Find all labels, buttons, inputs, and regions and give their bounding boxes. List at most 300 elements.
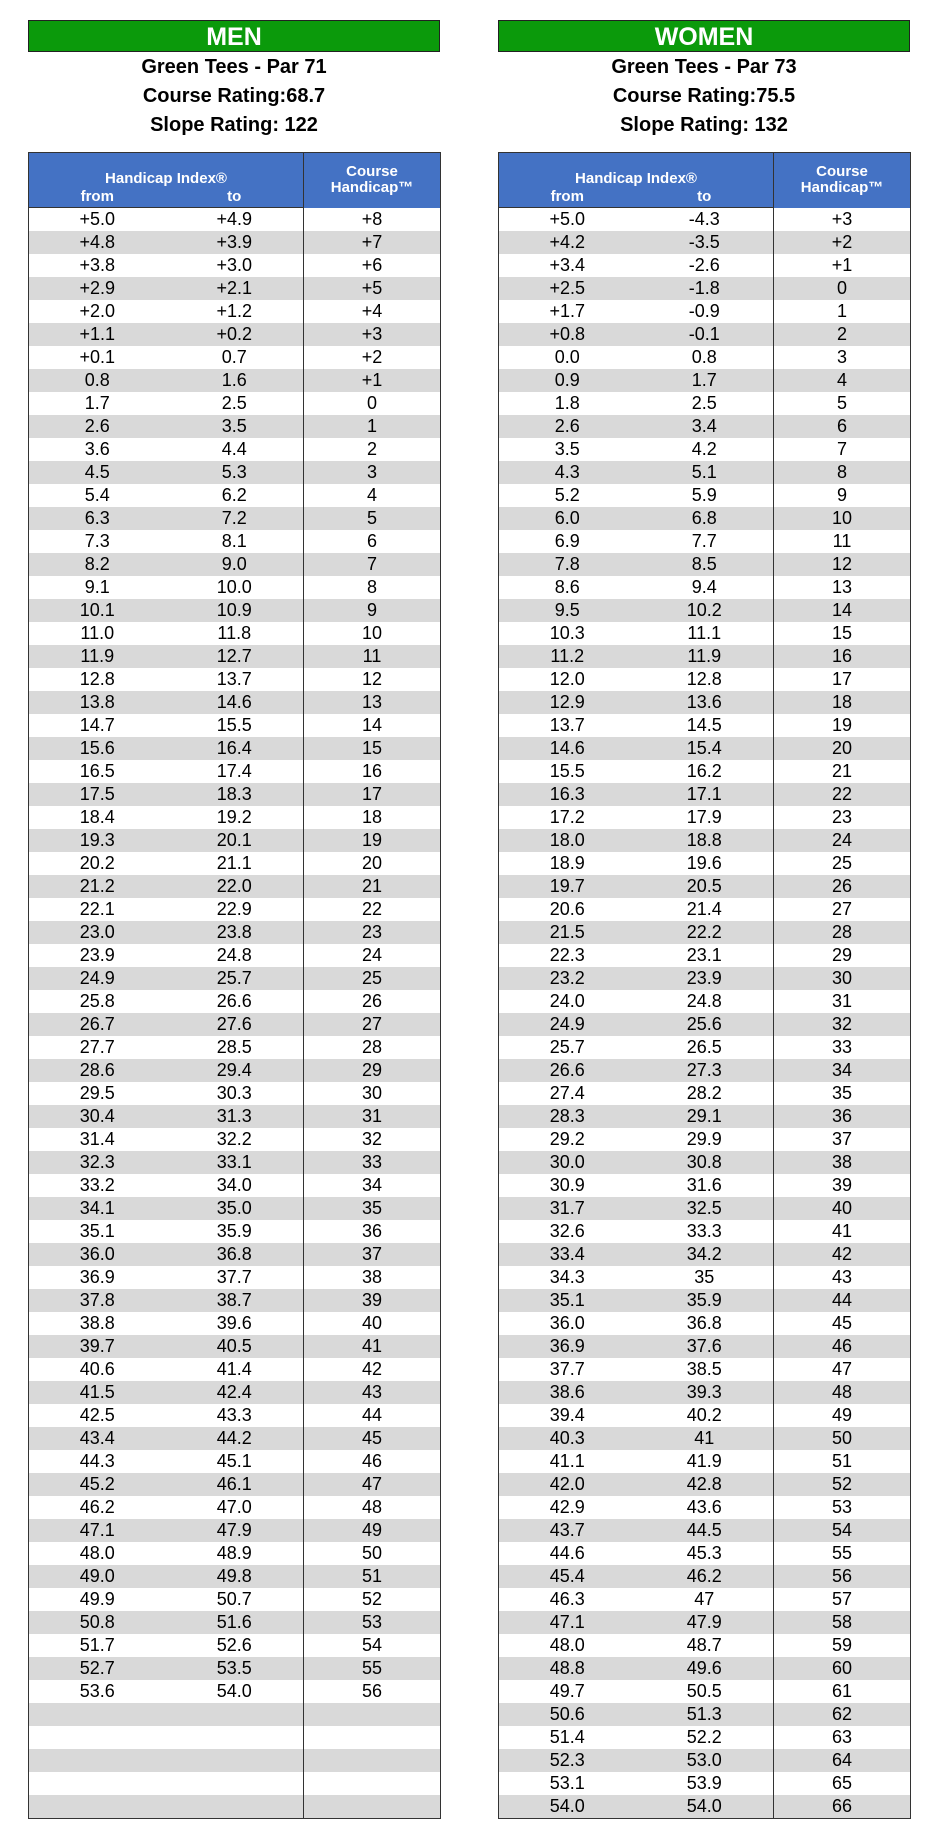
men-course-handicap-cell: 29 [304, 1059, 441, 1082]
women-table-row [499, 1174, 911, 1197]
women-course-handicap-cell: 58 [774, 1611, 911, 1634]
women-table-row [499, 369, 911, 392]
men-course-handicap-cell: 9 [304, 599, 441, 622]
women-from-cell: 10.3 [549, 623, 585, 643]
men-from-cell: 19.3 [29, 829, 166, 852]
men-course-handicap-cell: 11 [304, 645, 441, 668]
women-from-cell: 36.9 [499, 1335, 636, 1358]
women-panel [498, 20, 910, 1816]
men-table-row [29, 1266, 441, 1289]
men-from-cell: 49.9 [79, 1589, 115, 1609]
men-to-cell: 10.0 [216, 577, 252, 597]
men-table-row [29, 1772, 441, 1795]
men-from-cell: 16.5 [79, 761, 115, 781]
men-table-row [29, 1496, 441, 1519]
men-to-cell: 39.6 [216, 1313, 252, 1333]
women-course-handicap-cell: 11 [774, 530, 911, 553]
men-table-row [29, 760, 441, 783]
men-course-handicap-cell: 6 [304, 530, 441, 553]
women-table-row [499, 1082, 911, 1105]
men-from-cell [29, 1772, 166, 1795]
men-course-handicap-cell: 8 [304, 576, 441, 599]
men-table-row [29, 323, 441, 346]
women-course-handicap-cell: 60 [774, 1657, 911, 1680]
women-to-cell: 7.7 [691, 531, 717, 551]
women-from-cell: +5.0 [549, 209, 586, 229]
women-to-cell: 51.3 [636, 1703, 774, 1726]
women-from-cell: 14.6 [499, 737, 636, 760]
women-to-cell: 33.3 [686, 1221, 722, 1241]
women-course-handicap-cell: +3 [774, 208, 911, 232]
women-course-handicap-cell: 10 [774, 507, 911, 530]
women-to-cell: 35 [694, 1267, 715, 1287]
women-to-cell: 8.5 [636, 553, 774, 576]
women-from-cell: 6.0 [499, 507, 636, 530]
women-from-cell: 15.5 [549, 761, 585, 781]
men-from-cell: +1.1 [29, 323, 166, 346]
women-course-handicap-cell: 40 [774, 1197, 911, 1220]
women-course-handicap-cell: 56 [774, 1565, 911, 1588]
men-from-cell [29, 1795, 166, 1819]
men-from-cell: +3.8 [79, 255, 116, 275]
men-course-handicap-cell: 21 [304, 875, 441, 898]
men-from-cell: 39.7 [29, 1335, 166, 1358]
women-table-row [499, 1381, 911, 1404]
women-table-row [499, 829, 911, 852]
women-to-cell: 27.3 [636, 1059, 774, 1082]
men-to-cell: 35.9 [216, 1221, 252, 1241]
men-from-cell: 48.0 [79, 1543, 115, 1563]
men-table-row [29, 1312, 441, 1335]
men-handicap-index-header: Handicap Index® [29, 153, 304, 188]
women-course-handicap-cell: 47 [774, 1358, 911, 1381]
women-course-handicap-cell: 27 [774, 898, 911, 921]
men-to-cell: +4.9 [216, 209, 253, 229]
men-to-cell: 44.2 [166, 1427, 304, 1450]
men-course-handicap-cell: 0 [304, 392, 441, 415]
women-to-cell: 12.8 [686, 669, 722, 689]
women-table-row [499, 1059, 911, 1082]
men-to-cell: 27.6 [166, 1013, 304, 1036]
women-course-handicap-cell: 22 [774, 783, 911, 806]
men-from-cell: 8.2 [29, 553, 166, 576]
men-table-row [29, 1335, 441, 1358]
men-from-cell: +5.0 [79, 209, 116, 229]
women-course-handicap-cell: 53 [774, 1496, 911, 1519]
men-table-row [29, 507, 441, 530]
women-from-cell: 30.0 [499, 1151, 636, 1174]
men-table-row [29, 921, 441, 944]
men-table-row [29, 1680, 441, 1703]
men-from-cell [29, 1749, 166, 1772]
women-course-handicap-cell: 7 [774, 438, 911, 461]
women-to-cell: -2.6 [688, 255, 720, 275]
men-to-cell: 43.3 [216, 1405, 252, 1425]
men-table-row [29, 1197, 441, 1220]
women-from-cell: 23.2 [499, 967, 636, 990]
men-from-cell: 9.1 [84, 577, 110, 597]
men-course-handicap-cell: 12 [304, 668, 441, 691]
men-table-row [29, 576, 441, 599]
men-course-handicap-cell: +2 [304, 346, 441, 369]
women-table-row [499, 783, 911, 806]
men-to-cell: 45.1 [216, 1451, 252, 1471]
men-table-row [29, 254, 441, 277]
men-from-cell: 22.1 [79, 899, 115, 919]
men-course-handicap-cell: 36 [304, 1220, 441, 1243]
men-table-row [29, 438, 441, 461]
men-table-row [29, 1611, 441, 1634]
men-table-row [29, 1542, 441, 1565]
men-from-cell: 11.9 [29, 645, 166, 668]
women-from-cell: 16.3 [499, 783, 636, 806]
men-course-handicap-cell: 42 [304, 1358, 441, 1381]
women-table-row [499, 1657, 911, 1680]
women-table-row [499, 852, 911, 875]
men-from-cell: 3.6 [84, 439, 110, 459]
women-table-row [499, 1634, 911, 1657]
men-table-row [29, 369, 441, 392]
men-course-handicap-cell: 50 [304, 1542, 441, 1565]
men-table-row [29, 783, 441, 806]
men-to-cell [166, 1749, 304, 1772]
women-to-cell: 13.6 [636, 691, 774, 714]
men-from-cell: 11.0 [80, 623, 115, 643]
women-from-cell: 42.0 [499, 1473, 636, 1496]
men-table-row [29, 668, 441, 691]
women-to-cell: 20.5 [636, 875, 774, 898]
women-from-cell: 20.6 [549, 899, 585, 919]
women-from-cell: 22.3 [549, 945, 585, 965]
men-from-cell: 36.0 [29, 1243, 166, 1266]
women-from-cell: 49.7 [549, 1681, 585, 1701]
women-course-handicap-cell: 23 [774, 806, 911, 829]
women-table-row [499, 898, 911, 921]
women-table-row [499, 1197, 911, 1220]
women-course-handicap-cell: 64 [774, 1749, 911, 1772]
women-from-cell: +0.8 [499, 323, 636, 346]
men-to-cell: 46.1 [166, 1473, 304, 1496]
men-from-cell: 17.5 [29, 783, 166, 806]
women-table-row [499, 944, 911, 967]
men-to-cell: 42.4 [166, 1381, 304, 1404]
men-to-cell: 2.5 [221, 393, 247, 413]
men-from-cell: 51.7 [79, 1635, 115, 1655]
men-to-cell: 23.8 [166, 921, 304, 944]
men-to-cell: 28.5 [216, 1037, 252, 1057]
women-course-handicap-cell: 25 [774, 852, 911, 875]
men-course-handicap-cell: +7 [304, 231, 441, 254]
men-to-cell: 54.0 [216, 1681, 252, 1701]
men-course-handicap-cell: +4 [304, 300, 441, 323]
women-from-cell: 35.1 [499, 1289, 636, 1312]
women-course-handicap-cell: 43 [774, 1266, 911, 1289]
women-from-cell: 39.4 [549, 1405, 585, 1425]
men-to-cell: +3.9 [166, 231, 304, 254]
men-table-row [29, 208, 441, 232]
men-table-row [29, 1565, 441, 1588]
men-course-handicap-cell: 32 [304, 1128, 441, 1151]
men-course-handicap-cell: 54 [304, 1634, 441, 1657]
women-to-cell: 28.2 [686, 1083, 722, 1103]
men-course-handicap-cell: 43 [304, 1381, 441, 1404]
women-table-row [499, 1496, 911, 1519]
men-table-row [29, 277, 441, 300]
women-table-row [499, 254, 911, 277]
women-from-cell: 2.6 [499, 415, 636, 438]
women-from-cell: 12.0 [549, 669, 585, 689]
men-table-row [29, 1473, 441, 1496]
women-to-cell: 23.1 [686, 945, 722, 965]
women-course-handicap-cell: +1 [774, 254, 911, 277]
women-course-handicap-cell: 30 [774, 967, 911, 990]
men-table-row [29, 737, 441, 760]
women-table-row [499, 438, 911, 461]
men-to-cell: 33.1 [166, 1151, 304, 1174]
women-course-handicap-cell: 13 [774, 576, 911, 599]
women-from-cell: 26.6 [499, 1059, 636, 1082]
men-to-cell: 22.0 [166, 875, 304, 898]
women-course-handicap-cell: 0 [774, 277, 911, 300]
men-course-handicap-cell: 56 [304, 1680, 441, 1703]
women-to-cell: 48.7 [686, 1635, 722, 1655]
men-to-cell: 8.1 [221, 531, 247, 551]
women-course-handicap-cell: 21 [774, 760, 911, 783]
women-table-row [499, 1588, 911, 1611]
men-from-cell: 23.9 [79, 945, 115, 965]
men-course-handicap-cell: 18 [304, 806, 441, 829]
men-course-handicap-cell: 19 [304, 829, 441, 852]
men-to-cell: 41.4 [216, 1359, 252, 1379]
men-to-cell: 5.3 [166, 461, 304, 484]
men-course-handicap-cell: 22 [304, 898, 441, 921]
women-to-cell: 38.5 [686, 1359, 722, 1379]
men-table-row [29, 530, 441, 553]
women-from-cell: 5.2 [554, 485, 580, 505]
men-course-handicap-cell: 49 [304, 1519, 441, 1542]
women-course-handicap-cell: 17 [774, 668, 911, 691]
women-from-cell: 6.9 [554, 531, 580, 551]
men-course-handicap-header: Course Handicap™ [304, 153, 441, 208]
women-from-cell: 13.7 [549, 715, 585, 735]
women-to-cell: 30.8 [636, 1151, 774, 1174]
men-to-cell: 6.2 [221, 485, 247, 505]
men-to-cell: 48.9 [216, 1543, 252, 1563]
women-course-handicap-cell: 8 [774, 461, 911, 484]
men-table-body [29, 208, 441, 1819]
women-course-handicap-cell: 54 [774, 1519, 911, 1542]
men-table-row [29, 1220, 441, 1243]
women-from-cell: 32.6 [549, 1221, 585, 1241]
women-table-row [499, 300, 911, 323]
men-to-cell: 17.4 [216, 761, 252, 781]
women-table-row [499, 461, 911, 484]
women-course-handicap-cell: 35 [774, 1082, 911, 1105]
men-from-cell: 43.4 [29, 1427, 166, 1450]
men-to-cell: 49.8 [166, 1565, 304, 1588]
women-from-cell: 25.7 [549, 1037, 585, 1057]
men-table-row [29, 852, 441, 875]
women-table-row [499, 1220, 911, 1243]
men-course-handicap-cell: 10 [304, 622, 441, 645]
men-table-row [29, 1174, 441, 1197]
men-table-row [29, 645, 441, 668]
women-course-handicap-cell: 18 [774, 691, 911, 714]
men-to-cell: 30.3 [216, 1083, 252, 1103]
women-course-handicap-cell: 36 [774, 1105, 911, 1128]
men-course-handicap-cell [304, 1772, 441, 1795]
men-from-cell: 36.9 [79, 1267, 115, 1287]
women-table-row [499, 507, 911, 530]
men-from-cell: +2.0 [79, 301, 116, 321]
women-course-handicap-cell: 6 [774, 415, 911, 438]
men-to-cell: 37.7 [216, 1267, 252, 1287]
men-course-handicap-cell: 23 [304, 921, 441, 944]
men-from-cell: 50.8 [29, 1611, 166, 1634]
men-to-cell: 32.2 [216, 1129, 252, 1149]
women-course-handicap-cell: 24 [774, 829, 911, 852]
men-course-handicap-cell: 13 [304, 691, 441, 714]
women-table-row [499, 576, 911, 599]
men-course-handicap-cell: 47 [304, 1473, 441, 1496]
women-to-cell: 24.8 [686, 991, 722, 1011]
women-to-cell: 41 [636, 1427, 774, 1450]
women-from-cell: 50.6 [499, 1703, 636, 1726]
men-course-handicap-cell: 53 [304, 1611, 441, 1634]
men-to-cell: 14.6 [166, 691, 304, 714]
women-table-row [499, 415, 911, 438]
men-from-cell: 27.7 [79, 1037, 115, 1057]
men-course-handicap-cell: 7 [304, 553, 441, 576]
men-to-cell [166, 1726, 304, 1749]
men-to-cell [166, 1772, 304, 1795]
men-to-cell: 0.7 [221, 347, 247, 367]
men-to-cell: 13.7 [216, 669, 252, 689]
men-to-cell: 24.8 [216, 945, 252, 965]
men-table-row [29, 829, 441, 852]
men-to-cell: 3.5 [166, 415, 304, 438]
women-from-cell: 0.9 [499, 369, 636, 392]
men-course-handicap-cell [304, 1749, 441, 1772]
men-from-cell: 34.1 [29, 1197, 166, 1220]
women-from-cell: 24.9 [499, 1013, 636, 1036]
women-from-cell: 4.3 [499, 461, 636, 484]
men-course-handicap-cell: 48 [304, 1496, 441, 1519]
men-from-cell: 30.4 [29, 1105, 166, 1128]
men-table-row [29, 1795, 441, 1819]
women-course-handicap-cell: 28 [774, 921, 911, 944]
men-to-cell: +3.0 [216, 255, 253, 275]
men-to-cell: 51.6 [166, 1611, 304, 1634]
women-from-cell: 18.0 [499, 829, 636, 852]
men-table-row [29, 1588, 441, 1611]
women-to-cell: 10.2 [636, 599, 774, 622]
women-course-handicap-cell: 2 [774, 323, 911, 346]
women-to-cell: 54.0 [636, 1795, 774, 1819]
women-to-cell: 22.2 [636, 921, 774, 944]
women-to-cell: 45.3 [686, 1543, 722, 1563]
women-from-cell: 43.7 [499, 1519, 636, 1542]
women-course-handicap-cell: 15 [774, 622, 911, 645]
men-course-handicap-cell: 28 [304, 1036, 441, 1059]
men-from-cell: +4.8 [29, 231, 166, 254]
women-to-cell: 46.2 [636, 1565, 774, 1588]
men-to-cell: 1.6 [166, 369, 304, 392]
women-from-cell: 3.5 [554, 439, 580, 459]
men-table-row [29, 1381, 441, 1404]
women-to-cell: 18.8 [636, 829, 774, 852]
women-table-row [499, 1795, 911, 1819]
women-from-cell: 53.1 [549, 1773, 585, 1793]
men-from-cell: 45.2 [29, 1473, 166, 1496]
women-to-cell: 1.7 [636, 369, 774, 392]
men-table-row [29, 231, 441, 254]
women-from-cell: 41.1 [549, 1451, 585, 1471]
men-table-row [29, 346, 441, 369]
women-to-cell: -3.5 [636, 231, 774, 254]
women-to-cell: 29.1 [636, 1105, 774, 1128]
women-to-cell: 49.6 [636, 1657, 774, 1680]
men-course-handicap-cell: 51 [304, 1565, 441, 1588]
women-to-cell: 19.6 [686, 853, 722, 873]
women-to-cell: 3.4 [636, 415, 774, 438]
women-to-cell: 0.8 [691, 347, 717, 367]
women-course-handicap-cell: +2 [774, 231, 911, 254]
men-course-handicap-cell: 4 [304, 484, 441, 507]
men-from-cell: 2.6 [29, 415, 166, 438]
women-course-handicap-cell: 16 [774, 645, 911, 668]
women-table-row [499, 1312, 911, 1335]
men-to-cell: 53.5 [166, 1657, 304, 1680]
women-table-row [499, 1427, 911, 1450]
men-course-handicap-cell: 30 [304, 1082, 441, 1105]
men-handicap-table [28, 152, 441, 1819]
women-to-cell: -4.3 [688, 209, 720, 229]
men-from-cell: 18.4 [79, 807, 115, 827]
women-table-row [499, 530, 911, 553]
men-table-row [29, 898, 441, 921]
men-table-row [29, 484, 441, 507]
men-table-row [29, 1726, 441, 1749]
women-course-handicap-cell: 14 [774, 599, 911, 622]
women-from-cell: 7.8 [499, 553, 636, 576]
women-course-handicap-cell: 19 [774, 714, 911, 737]
men-course-handicap-cell [304, 1703, 441, 1726]
women-table-row [499, 967, 911, 990]
men-from-cell: 46.2 [79, 1497, 115, 1517]
women-table-row [499, 346, 911, 369]
women-from-cell: +1.7 [549, 301, 586, 321]
women-course-handicap-cell: 41 [774, 1220, 911, 1243]
women-course-handicap-cell: 66 [774, 1795, 911, 1819]
men-course-handicap-cell: 14 [304, 714, 441, 737]
women-to-cell: 25.6 [636, 1013, 774, 1036]
women-from-cell: 30.9 [549, 1175, 585, 1195]
men-from-cell: 33.2 [79, 1175, 115, 1195]
women-to-cell: 31.6 [686, 1175, 722, 1195]
women-from-cell: 54.0 [499, 1795, 636, 1819]
men-table-row [29, 1036, 441, 1059]
men-from-cell: 32.3 [29, 1151, 166, 1174]
women-table-row [499, 691, 911, 714]
men-table-row [29, 1427, 441, 1450]
women-to-cell: 9.4 [691, 577, 717, 597]
women-to-cell: 2.5 [691, 393, 717, 413]
men-course-handicap-cell: 55 [304, 1657, 441, 1680]
men-from-cell: +0.1 [79, 347, 116, 367]
women-to-cell: 53.0 [636, 1749, 774, 1772]
men-from-cell: 10.1 [29, 599, 166, 622]
